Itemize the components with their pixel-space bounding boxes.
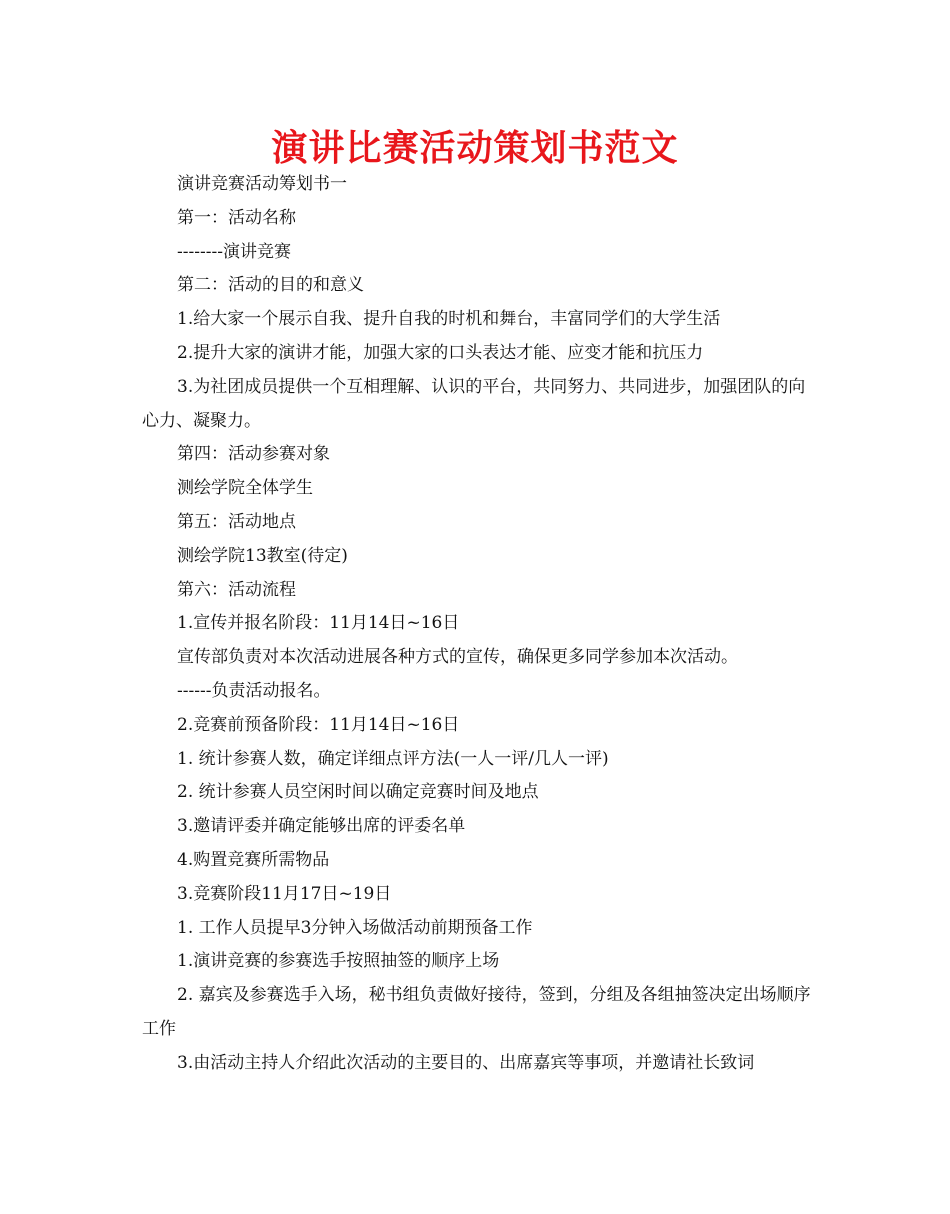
- paragraph-4: 第二：活动的目的和意义: [177, 275, 364, 296]
- paragraph-19: 3.邀请评委并确定能够出席的评委名单: [177, 816, 466, 837]
- paragraph-3: --------演讲竞赛: [177, 241, 291, 262]
- document-body: [142, 168, 812, 1081]
- paragraph-16: 2.竞赛前预备阶段：11月14日~16日: [177, 714, 460, 735]
- paragraph-15: ------负责活动报名。: [177, 680, 331, 701]
- paragraph-6: 2.提升大家的演讲才能，加强大家的口头表达才能、应变才能和抗压力: [177, 342, 704, 363]
- paragraph-5: 1.给大家一个展示自我、提升自我的时机和舞台，丰富同学们的大学生活: [177, 309, 721, 330]
- paragraph-10: 第五：活动地点: [177, 511, 296, 532]
- paragraph-2: 第一：活动名称: [177, 207, 296, 228]
- paragraph-24: 2. 嘉宾及参赛选手入场，秘书组负责做好接待，签到，分组及各组抽签决定出场顺序工作: [142, 985, 811, 1039]
- paragraph-23: 1.演讲竞赛的参赛选手按照抽签的顺序上场: [177, 951, 500, 972]
- paragraph-21: 3.竞赛阶段11月17日~19日: [177, 883, 392, 904]
- paragraph-7: 3.为社团成员提供一个互相理解、认识的平台，共同努力、共同进步，加强团队的向心力、凝聚力。: [142, 376, 806, 431]
- paragraph-12: 第六：活动流程: [177, 579, 296, 600]
- paragraph-11: 测绘学院13教室(待定): [177, 545, 348, 566]
- paragraph-8: 第四：活动参赛对象: [177, 444, 330, 465]
- paragraph-14: 宣传部负责对本次活动进展各种方式的宣传，确保更多同学参加本次活动。: [177, 647, 738, 668]
- paragraph-9: 测绘学院全体学生: [177, 478, 313, 499]
- paragraph-25: 3.由活动主持人介绍此次活动的主要目的、出席嘉宾等事项，并邀请社长致词: [177, 1052, 755, 1073]
- paragraph-22: 1. 工作人员提早3分钟入场做活动前期预备工作: [177, 917, 533, 938]
- paragraph-20: 4.购置竞赛所需物品: [177, 849, 330, 870]
- document-title: 演讲比赛活动策划书范文: [271, 128, 679, 169]
- paragraph-13: 1.宣传并报名阶段：11月14日~16日: [177, 613, 460, 634]
- paragraph-1: 演讲竞赛活动筹划书一: [177, 174, 347, 194]
- paragraph-18: 2. 统计参赛人员空闲时间以确定竞赛时间及地点: [177, 782, 539, 803]
- paragraph-17: 1. 统计参赛人数，确定详细点评方法(一人一评/几人一评): [177, 748, 609, 769]
